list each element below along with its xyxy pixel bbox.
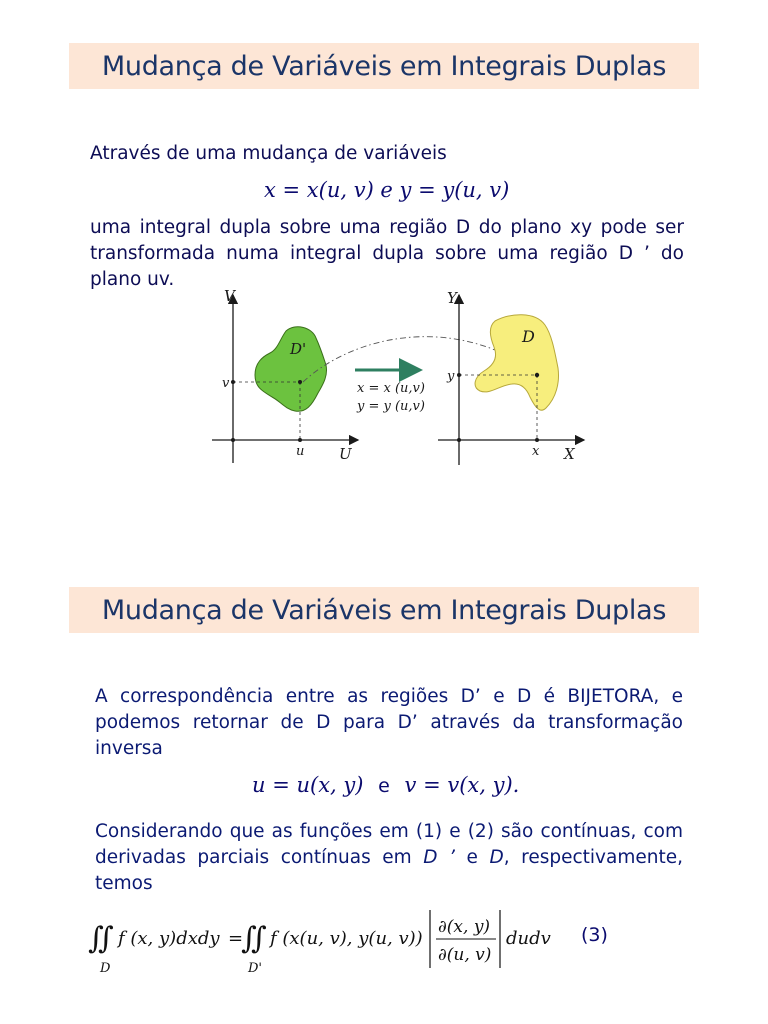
map-eq-y: y = y (u,v): [357, 399, 425, 414]
formula-lhs: f (x, y)dxdy: [118, 928, 220, 949]
slide1-intro: Através de uma mudança de variáveis: [90, 143, 447, 164]
right-axis-x-label: X: [564, 445, 575, 463]
slide2-title: Mudança de Variáveis em Integrais Duplas: [69, 587, 699, 633]
region-d: [475, 315, 558, 410]
slide2-body1: A correspondência entre as regiões D’ e D é BIJETORA, e podemos retornar de D para D’ através da transformação inversa: [95, 686, 683, 759]
right-tick-y: y: [447, 369, 455, 384]
left-axis-u-label: U: [339, 445, 352, 463]
inverse-equation: [252, 773, 519, 797]
formula-sub-lhs: D: [100, 961, 111, 976]
region-d-label: D: [522, 327, 535, 346]
equation-number: (3): [581, 924, 608, 946]
map-eq-x: x = x (u,v): [357, 381, 425, 396]
left-axis-v-label: V: [224, 287, 235, 305]
formula-sub-rhs: D': [248, 961, 262, 976]
transformation-figure: [200, 283, 600, 473]
left-tick-v: v: [222, 376, 230, 391]
region-d-prime-label: D': [290, 340, 307, 358]
formula-tail: dudv: [506, 928, 551, 949]
slide2-body2: [95, 819, 683, 897]
jacobian-numerator: ∂(x, y): [438, 917, 491, 937]
inverse-eq-joiner: e: [378, 775, 390, 797]
body2-d: D: [489, 847, 504, 868]
inverse-eq-left: u = u(x, y): [252, 773, 364, 797]
left-tick-u: u: [296, 444, 305, 459]
body2-suffix: , respectivamente, temos: [95, 847, 683, 894]
slide1-equation: x = x(u, v) e y = y(u, v): [264, 178, 510, 202]
formula-rhs: f (x(u, v), y(u, v)): [270, 928, 423, 949]
body2-dprime: D ’: [423, 847, 455, 868]
slide1-title: Mudança de Variáveis em Integrais Duplas: [69, 43, 699, 89]
jacobian-denominator: ∂(u, v): [438, 945, 492, 965]
inverse-eq-right: v = v(x, y).: [404, 773, 520, 797]
slide1-body: uma integral dupla sobre uma região D do plano xy pode ser transformada numa integral dupla sobre uma região D ’ do plano uv.: [90, 217, 684, 290]
body2-prefix: Considerando que as funções em (1) e (2) são contínuas, com derivadas parciais contínuas em: [95, 821, 683, 868]
right-tick-x: x: [532, 444, 540, 459]
formula-eq: =: [228, 928, 244, 949]
double-integral-left-icon: ∬: [88, 921, 114, 956]
right-axis-y-label: Y: [447, 289, 457, 307]
body2-and: e: [454, 847, 490, 868]
double-integral-right-icon: ∬: [241, 921, 267, 956]
